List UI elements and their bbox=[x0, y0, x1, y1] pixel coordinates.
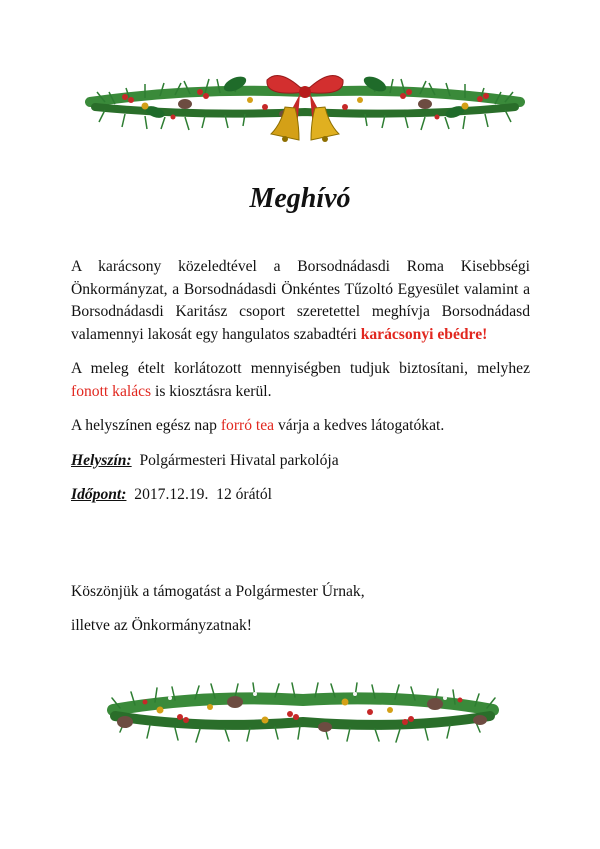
pine-branches bbox=[112, 683, 495, 742]
location-line bbox=[71, 450, 530, 473]
invitation-body bbox=[71, 256, 530, 650]
thanks-line-2: illetve az Önkormányzatnak! bbox=[71, 617, 252, 634]
red-bow-icon bbox=[267, 76, 343, 128]
location-label: Helyszín: bbox=[71, 451, 132, 469]
invitation-title: Meghívó bbox=[249, 183, 351, 214]
tea-paragraph bbox=[71, 415, 530, 438]
time-label: Időpont: bbox=[71, 486, 127, 503]
tea-text-before: A helyszínen egész nap bbox=[71, 417, 221, 434]
food-highlight: fonott kalács bbox=[71, 382, 152, 400]
time-line bbox=[71, 484, 530, 507]
time-hour: 12 órától bbox=[216, 486, 273, 503]
intro-paragraph bbox=[71, 256, 530, 346]
top-christmas-garland bbox=[85, 62, 525, 152]
tea-highlight: forró tea bbox=[220, 417, 275, 434]
tea-text-after: várja a kedves látogatókat. bbox=[274, 417, 445, 434]
intro-text: A karácsony közeledtével a Borsodnádasdi Roma Kisebbségi Önkormányzat, a Borsodnádasdi Önkéntes Tűzoltó Egyesület valamint a Borsodnádasdi Karitász csoport szeretettel meghívja Borsodnádasd valamennyi lakosát egy hangulatos szabadtéri bbox=[71, 258, 530, 343]
food-text-after: is kiosztásra kerül. bbox=[151, 382, 272, 400]
food-paragraph bbox=[71, 358, 530, 403]
event-highlight: karácsonyi ebédre! bbox=[360, 325, 488, 343]
thanks-line-1: Köszönjük a támogatást a Polgármester Úrnak, bbox=[71, 582, 365, 600]
bottom-christmas-garland bbox=[105, 672, 500, 747]
time-date: 2017.12.19. bbox=[134, 486, 209, 503]
spacer bbox=[71, 519, 530, 581]
food-text-before: A meleg ételt korlátozott mennyiségben tudjuk biztosítani, melyhez bbox=[71, 360, 530, 377]
location-value: Polgármesteri Hivatal parkolója bbox=[139, 451, 339, 469]
